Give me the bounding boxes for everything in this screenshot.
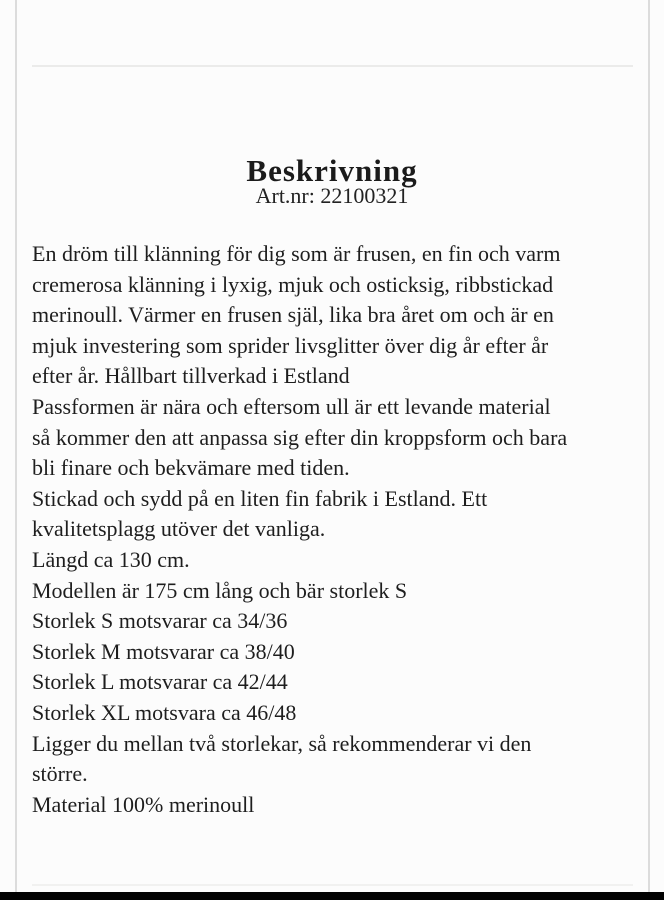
description-line: Stickad och sydd på en liten fin fabrik i Estland. Ett xyxy=(32,485,488,511)
description-line: mjuk investering som sprider livsglitter över dig år efter år xyxy=(32,332,549,358)
description-line: Modellen är 175 cm lång och bär storlek S xyxy=(32,577,408,603)
section-title: Beskrivning xyxy=(246,152,418,188)
description-line: En dröm till klänning för dig som är frusen, en fin och varm xyxy=(32,241,561,266)
description-line: Ligger du mellan två storlekar, så rekommenderar vi den xyxy=(32,730,532,756)
description-line: större. xyxy=(32,761,88,787)
description-line: så kommer den att anpassa sig efter din kroppsform och bara xyxy=(32,424,568,450)
bottom-black-bar xyxy=(0,892,664,900)
description-line: Storlek L motsvarar ca 42/44 xyxy=(32,669,288,695)
description-line: kvalitetsplagg utöver det vanliga. xyxy=(32,516,326,542)
description-line: Material 100% merinoull xyxy=(32,791,255,817)
description-text xyxy=(32,239,636,820)
top-divider xyxy=(32,65,633,67)
article-number: Art.nr: 22100321 xyxy=(255,183,409,208)
description-line: Storlek XL motsvara ca 46/48 xyxy=(32,699,297,725)
bottom-divider xyxy=(32,884,633,886)
description-line: merinoull. Värmer en frusen själ, lika bra året om och är en xyxy=(32,302,554,328)
description-line: Storlek S motsvarar ca 34/36 xyxy=(32,608,288,634)
description-line: efter år. Hållbart tillverkad i Estland xyxy=(32,363,350,389)
description-line: cremerosa klänning i lyxig, mjuk och osticksig, ribbstickad xyxy=(32,271,554,297)
right-page-border xyxy=(648,0,650,892)
left-page-border xyxy=(15,0,17,892)
description-line: Längd ca 130 cm. xyxy=(32,546,190,572)
description-line: Storlek M motsvarar ca 38/40 xyxy=(32,638,295,664)
description-line: Passformen är nära och eftersom ull är ett levande material xyxy=(32,393,551,419)
description-line: bli finare och bekvämare med tiden. xyxy=(32,455,350,481)
